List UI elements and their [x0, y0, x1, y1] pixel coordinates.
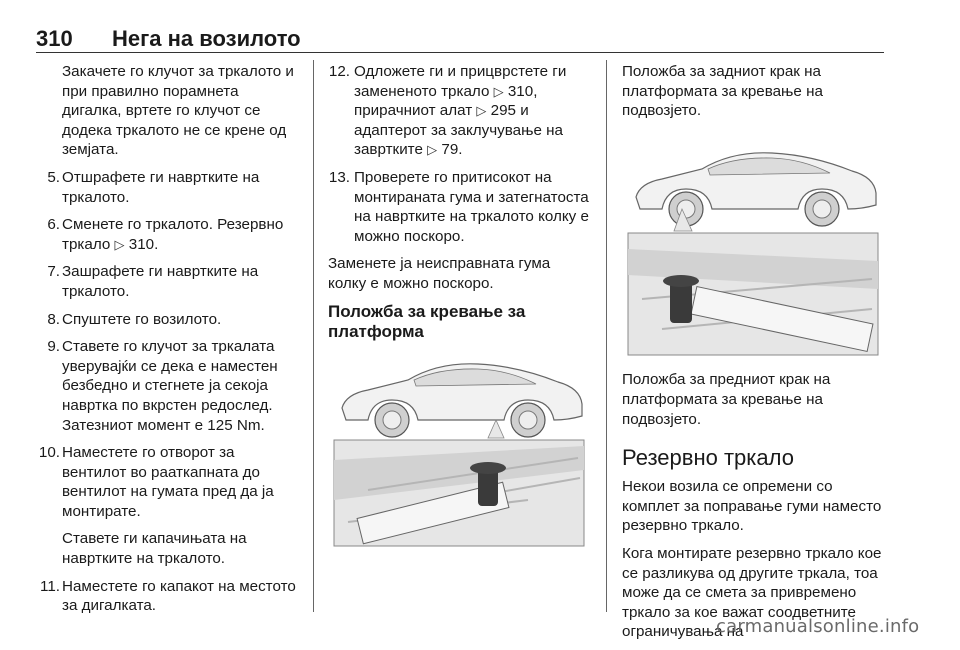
figure-caption-front: Положба за предниот крак на платформата за кревање на подвозјето.: [622, 371, 831, 428]
step-text: Наместете го капакот на местото за дигалката.: [62, 577, 296, 615]
step-number: 8.: [47, 310, 60, 328]
paragraph: Кога монтирате резервно тркало кое се разликува од другите тркала, тоа може да се смета за привремено тркало за кое важат соодветните ограничувања на: [622, 544, 882, 641]
triangle-right-icon: ▷: [114, 236, 125, 252]
step-text: Спуштете го возилото.: [62, 310, 222, 328]
section-heading: Резервно тркало: [622, 445, 794, 471]
step-text: Отшрафете ги навртките на тркалото.: [62, 168, 260, 206]
car-lift-illustration-rear: [622, 129, 884, 359]
column-2: [328, 62, 590, 555]
triangle-right-icon: ▷: [476, 103, 487, 119]
lift-point-figure: [328, 350, 590, 556]
page-title: Нега на возилото: [112, 26, 301, 51]
step-text: Проверете го притисокот на монтираната гума и затегнатоста на навртките на тркалото колку е можно поскоро.: [354, 168, 589, 245]
step-5: [36, 168, 300, 207]
step-7: [36, 262, 300, 301]
step-number: 9.: [47, 338, 60, 356]
section-subheading: Положба за кревање за платформа: [328, 301, 526, 341]
step-8: [36, 310, 300, 330]
step-6: [36, 215, 300, 254]
step-text: Одложете ги и прицврстете ги замененото тркало: [354, 63, 567, 100]
step-number: 6.: [47, 216, 60, 234]
car-lift-illustration: [328, 350, 590, 550]
page-reference-link[interactable]: 310,: [507, 82, 538, 100]
triangle-right-icon: ▷: [427, 142, 438, 158]
rear-lift-point-figure: [622, 129, 884, 365]
step-number: 12.: [328, 63, 350, 80]
paragraph: Заменете ја неисправната гума колку е можно поскоро.: [328, 255, 551, 292]
page-reference-link[interactable]: 79.: [441, 141, 463, 159]
step-number: 13.: [328, 168, 350, 186]
page-header: [36, 26, 884, 53]
page-reference-link[interactable]: 295 и: [490, 102, 529, 120]
step-11: [36, 577, 300, 616]
step-number: 10.: [38, 444, 60, 462]
intro-paragraph: Закачете го клучот за тркалото и при правилно порамнета дигалка, вртете го клучот се додека тркалото не се крене од земјата.: [62, 63, 294, 159]
step-number: 11.: [40, 577, 60, 595]
triangle-right-icon: ▷: [493, 83, 504, 99]
page-number: 310: [36, 26, 73, 51]
column-3: [622, 62, 884, 650]
page-reference-link[interactable]: 310.: [128, 235, 159, 253]
step-text: Зашрафете ги навртките на тркалото.: [62, 263, 259, 300]
step-text: Наместете го отворот за вентилот во рааткапната до вентилот на гумата пред да ја монтирате.: [62, 444, 274, 520]
column-divider: [606, 60, 607, 612]
step-text: прирачниот алат: [354, 102, 473, 120]
column-divider: [313, 60, 314, 612]
column-1: [36, 62, 300, 624]
step-9: [36, 337, 300, 435]
step-number: 5.: [47, 168, 60, 186]
step-10: [36, 443, 300, 521]
step-text: адаптерот за заклучување на завртките: [354, 121, 563, 159]
step-text: Ставете го клучот за тркалата уверувајќи се дека е наместен безбедно и стегнете ја секоја навртка по вкрстен редослед. Затезниот момент е 125 Nm.: [62, 338, 278, 434]
watermark-logo: carmanualsonline.info: [716, 616, 920, 637]
step-13: [328, 168, 590, 246]
step-number: 7.: [47, 263, 60, 281]
step-text: Сменете го тркалото. Резервно тркало: [62, 216, 284, 253]
step-12: [328, 62, 590, 160]
paragraph: Некои возила се опремени со комплет за поправање гуми наместо резервно тркало.: [622, 478, 882, 535]
step-10-note: Ставете ги капачињата на навртките на тркалото.: [62, 530, 247, 568]
figure-caption-rear: Положба за задниот крак на платформата за кревање на подвозјето.: [622, 63, 823, 120]
